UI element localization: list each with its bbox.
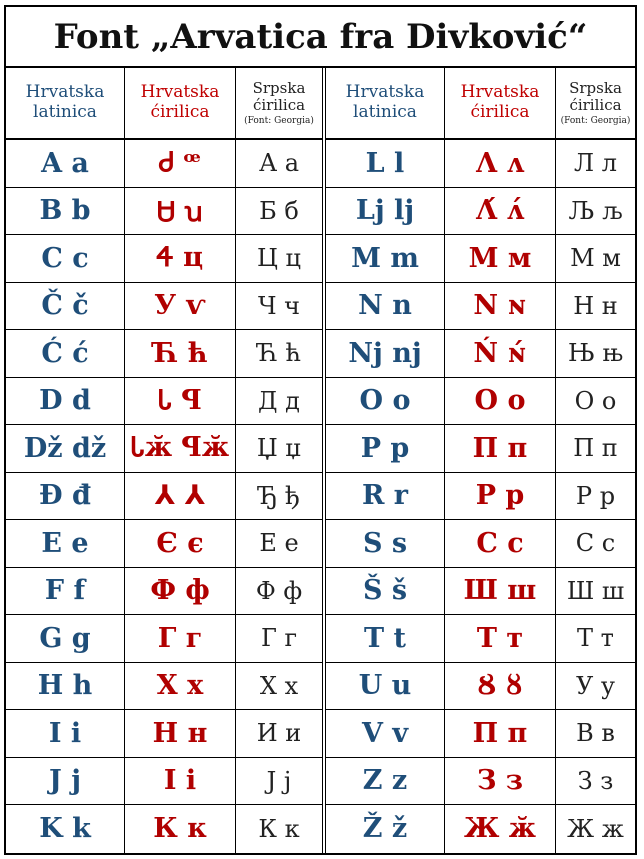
croatian-cyrillic-letter: Р р xyxy=(445,473,556,520)
alphabet-table xyxy=(6,68,635,853)
latin-letter: O o xyxy=(326,378,445,425)
table-row xyxy=(6,758,322,806)
table-row xyxy=(6,520,322,568)
table-row xyxy=(6,188,322,236)
table-row xyxy=(326,520,635,568)
table-row xyxy=(326,758,635,806)
croatian-cyrillic-letter: Є є xyxy=(125,520,236,567)
latin-letter: B b xyxy=(6,188,125,235)
croatian-cyrillic-letter: Λ́ ʌ́ xyxy=(445,188,556,235)
serbian-cyrillic-letter: Д д xyxy=(258,386,300,415)
croatian-cyrillic-letter: I i xyxy=(125,758,236,805)
table-row xyxy=(326,425,635,473)
serbian-cyrillic-letter: В в xyxy=(576,719,615,748)
serbian-cyrillic-letter: Р р xyxy=(575,481,616,510)
table-row xyxy=(326,330,635,378)
table-row xyxy=(326,805,635,853)
header-row-right xyxy=(326,68,635,140)
table-row xyxy=(326,473,635,521)
font-note: (Font: Georgia) xyxy=(244,116,314,127)
serbian-cyrillic-letter: Љ љ xyxy=(568,196,623,225)
latin-letter: H h xyxy=(6,663,125,710)
latin-letter: Č č xyxy=(6,283,125,330)
serbian-cyrillic-letter: О о xyxy=(574,386,617,415)
serbian-cyrillic-letter: Е е xyxy=(259,529,299,558)
table-row xyxy=(6,330,322,378)
table-row xyxy=(326,235,635,283)
serbian-cyrillic-letter: Б б xyxy=(259,196,299,225)
serbian-cyrillic-letter: М м xyxy=(570,244,621,273)
serbian-cyrillic-letter: С с xyxy=(575,529,616,558)
table-row xyxy=(6,805,322,853)
croatian-cyrillic-letter: К к xyxy=(125,805,236,853)
croatian-cyrillic-letter: М м xyxy=(445,235,556,282)
header-hrvatska-latinica: Hrvatska latinica xyxy=(326,68,445,138)
croatian-cyrillic-letter: П п xyxy=(445,710,556,757)
serbian-cyrillic-letter: Џ џ xyxy=(256,434,302,463)
serbian-cyrillic-letter: Ш ш xyxy=(566,576,625,605)
croatian-cyrillic-letter: О о xyxy=(445,378,556,425)
croatian-cyrillic-letter: Т т xyxy=(445,615,556,662)
croatian-cyrillic-letter: П п xyxy=(445,425,556,472)
serbian-cyrillic-letter: Ј ј xyxy=(266,766,292,795)
croatian-cyrillic-letter: Λ ʌ xyxy=(445,140,556,187)
table-row xyxy=(326,710,635,758)
croatian-cyrillic-letter: Ꮜ ꭒ xyxy=(125,188,236,235)
table-row xyxy=(326,615,635,663)
serbian-cyrillic-letter: К к xyxy=(258,814,300,843)
serbian-cyrillic-letter: Т т xyxy=(577,624,614,653)
latin-letter: F f xyxy=(6,568,125,615)
latin-letter: T t xyxy=(326,615,445,662)
serbian-cyrillic-letter: Ћ ћ xyxy=(256,339,301,368)
table-row xyxy=(6,425,322,473)
header-row-left xyxy=(6,68,322,140)
serbian-cyrillic-letter: П п xyxy=(573,434,618,463)
latin-letter: U u xyxy=(326,663,445,710)
serbian-cyrillic-letter: Л л xyxy=(574,149,617,178)
latin-letter: P p xyxy=(326,425,445,472)
latin-letter: Z z xyxy=(326,758,445,805)
croatian-cyrillic-letter: Х х xyxy=(125,663,236,710)
latin-letter: I i xyxy=(6,710,125,757)
table-row xyxy=(6,663,322,711)
croatian-cyrillic-letter: Г г xyxy=(125,615,236,662)
table-row xyxy=(6,710,322,758)
serbian-cyrillic-letter: А а xyxy=(258,149,300,178)
croatian-cyrillic-letter: Ꮷ ꟹ xyxy=(125,140,236,187)
table-row xyxy=(326,378,635,426)
header-srpska-cirilica: Srpska ćirilica (Font: Georgia) xyxy=(560,78,631,127)
latin-letter: Dž dž xyxy=(6,425,125,472)
serbian-cyrillic-letter: Ж ж xyxy=(567,814,624,843)
header-hrvatska-cirilica: Hrvatska ćirilica xyxy=(125,68,236,138)
croatian-cyrillic-letter: Ћ ћ xyxy=(125,330,236,377)
latin-letter: S s xyxy=(326,520,445,567)
serbian-cyrillic-letter: Њ њ xyxy=(567,339,624,368)
page-title: Font „Arvatica fra Divković“ xyxy=(6,7,635,68)
serbian-cyrillic-letter: Ц ц xyxy=(257,244,301,273)
serbian-cyrillic-letter: З з xyxy=(577,766,614,795)
serbian-cyrillic-letter: Ф ф xyxy=(255,576,303,605)
latin-letter: A a xyxy=(6,140,125,187)
croatian-cyrillic-letter: Ꮣ ꟼ xyxy=(125,378,236,425)
croatian-cyrillic-letter: У ѵ xyxy=(125,283,236,330)
table-row xyxy=(6,473,322,521)
latin-letter: C c xyxy=(6,235,125,282)
latin-letter: Ć ć xyxy=(6,330,125,377)
serbian-cyrillic-letter: И и xyxy=(256,719,302,748)
header-hrvatska-cirilica: Hrvatska ćirilica xyxy=(445,68,556,138)
croatian-cyrillic-letter: N ɴ xyxy=(445,283,556,330)
font-note: (Font: Georgia) xyxy=(560,116,631,127)
latin-letter: G g xyxy=(6,615,125,662)
table-row xyxy=(6,235,322,283)
serbian-cyrillic-letter: Г г xyxy=(260,624,298,653)
latin-letter: M m xyxy=(326,235,445,282)
table-row xyxy=(6,615,322,663)
croatian-cyrillic-letter: Ж ӂ xyxy=(445,805,556,853)
croatian-cyrillic-letter: Ń ɴ́ xyxy=(445,330,556,377)
table-row xyxy=(326,283,635,331)
serbian-cyrillic-letter: Н н xyxy=(573,291,618,320)
croatian-cyrillic-letter: С с xyxy=(445,520,556,567)
latin-letter: K k xyxy=(6,805,125,853)
table-row xyxy=(6,140,322,188)
latin-letter: Š š xyxy=(326,568,445,615)
table-row xyxy=(326,188,635,236)
latin-letter: J j xyxy=(6,758,125,805)
latin-letter: R r xyxy=(326,473,445,520)
table-row xyxy=(6,568,322,616)
table-row xyxy=(326,140,635,188)
serbian-cyrillic-letter: У у xyxy=(575,671,616,700)
croatian-cyrillic-letter: Ꮞ ц xyxy=(125,235,236,282)
table-row xyxy=(6,283,322,331)
croatian-cyrillic-letter: З з xyxy=(445,758,556,805)
latin-letter: N n xyxy=(326,283,445,330)
croatian-cyrillic-letter: Ȣ ȣ xyxy=(445,663,556,710)
latin-letter: Ž ž xyxy=(326,805,445,853)
croatian-cyrillic-letter: Н н xyxy=(125,710,236,757)
croatian-cyrillic-letter: Ш ш xyxy=(445,568,556,615)
header-srpska-cirilica: Srpska ćirilica (Font: Georgia) xyxy=(244,78,314,127)
latin-letter: Nj nj xyxy=(326,330,445,377)
latin-letter: L l xyxy=(326,140,445,187)
latin-letter: D d xyxy=(6,378,125,425)
croatian-cyrillic-letter: Ꮣӂ ꟼӂ xyxy=(125,425,236,472)
latin-letter: Đ đ xyxy=(6,473,125,520)
serbian-cyrillic-letter: Ђ ђ xyxy=(258,481,300,510)
serbian-cyrillic-letter: Ч ч xyxy=(257,291,301,320)
latin-letter: V v xyxy=(326,710,445,757)
table-row xyxy=(6,378,322,426)
serbian-cyrillic-letter: Х х xyxy=(259,671,299,700)
table-row xyxy=(326,568,635,616)
alphabet-chart xyxy=(4,5,637,855)
header-hrvatska-latinica: Hrvatska latinica xyxy=(6,68,125,138)
table-row xyxy=(326,663,635,711)
croatian-cyrillic-letter: ⅄ ⅄ xyxy=(125,473,236,520)
table-left-half xyxy=(6,68,326,853)
latin-letter: E e xyxy=(6,520,125,567)
latin-letter: Lj lj xyxy=(326,188,445,235)
croatian-cyrillic-letter: Ф ф xyxy=(125,568,236,615)
table-right-half xyxy=(326,68,635,853)
